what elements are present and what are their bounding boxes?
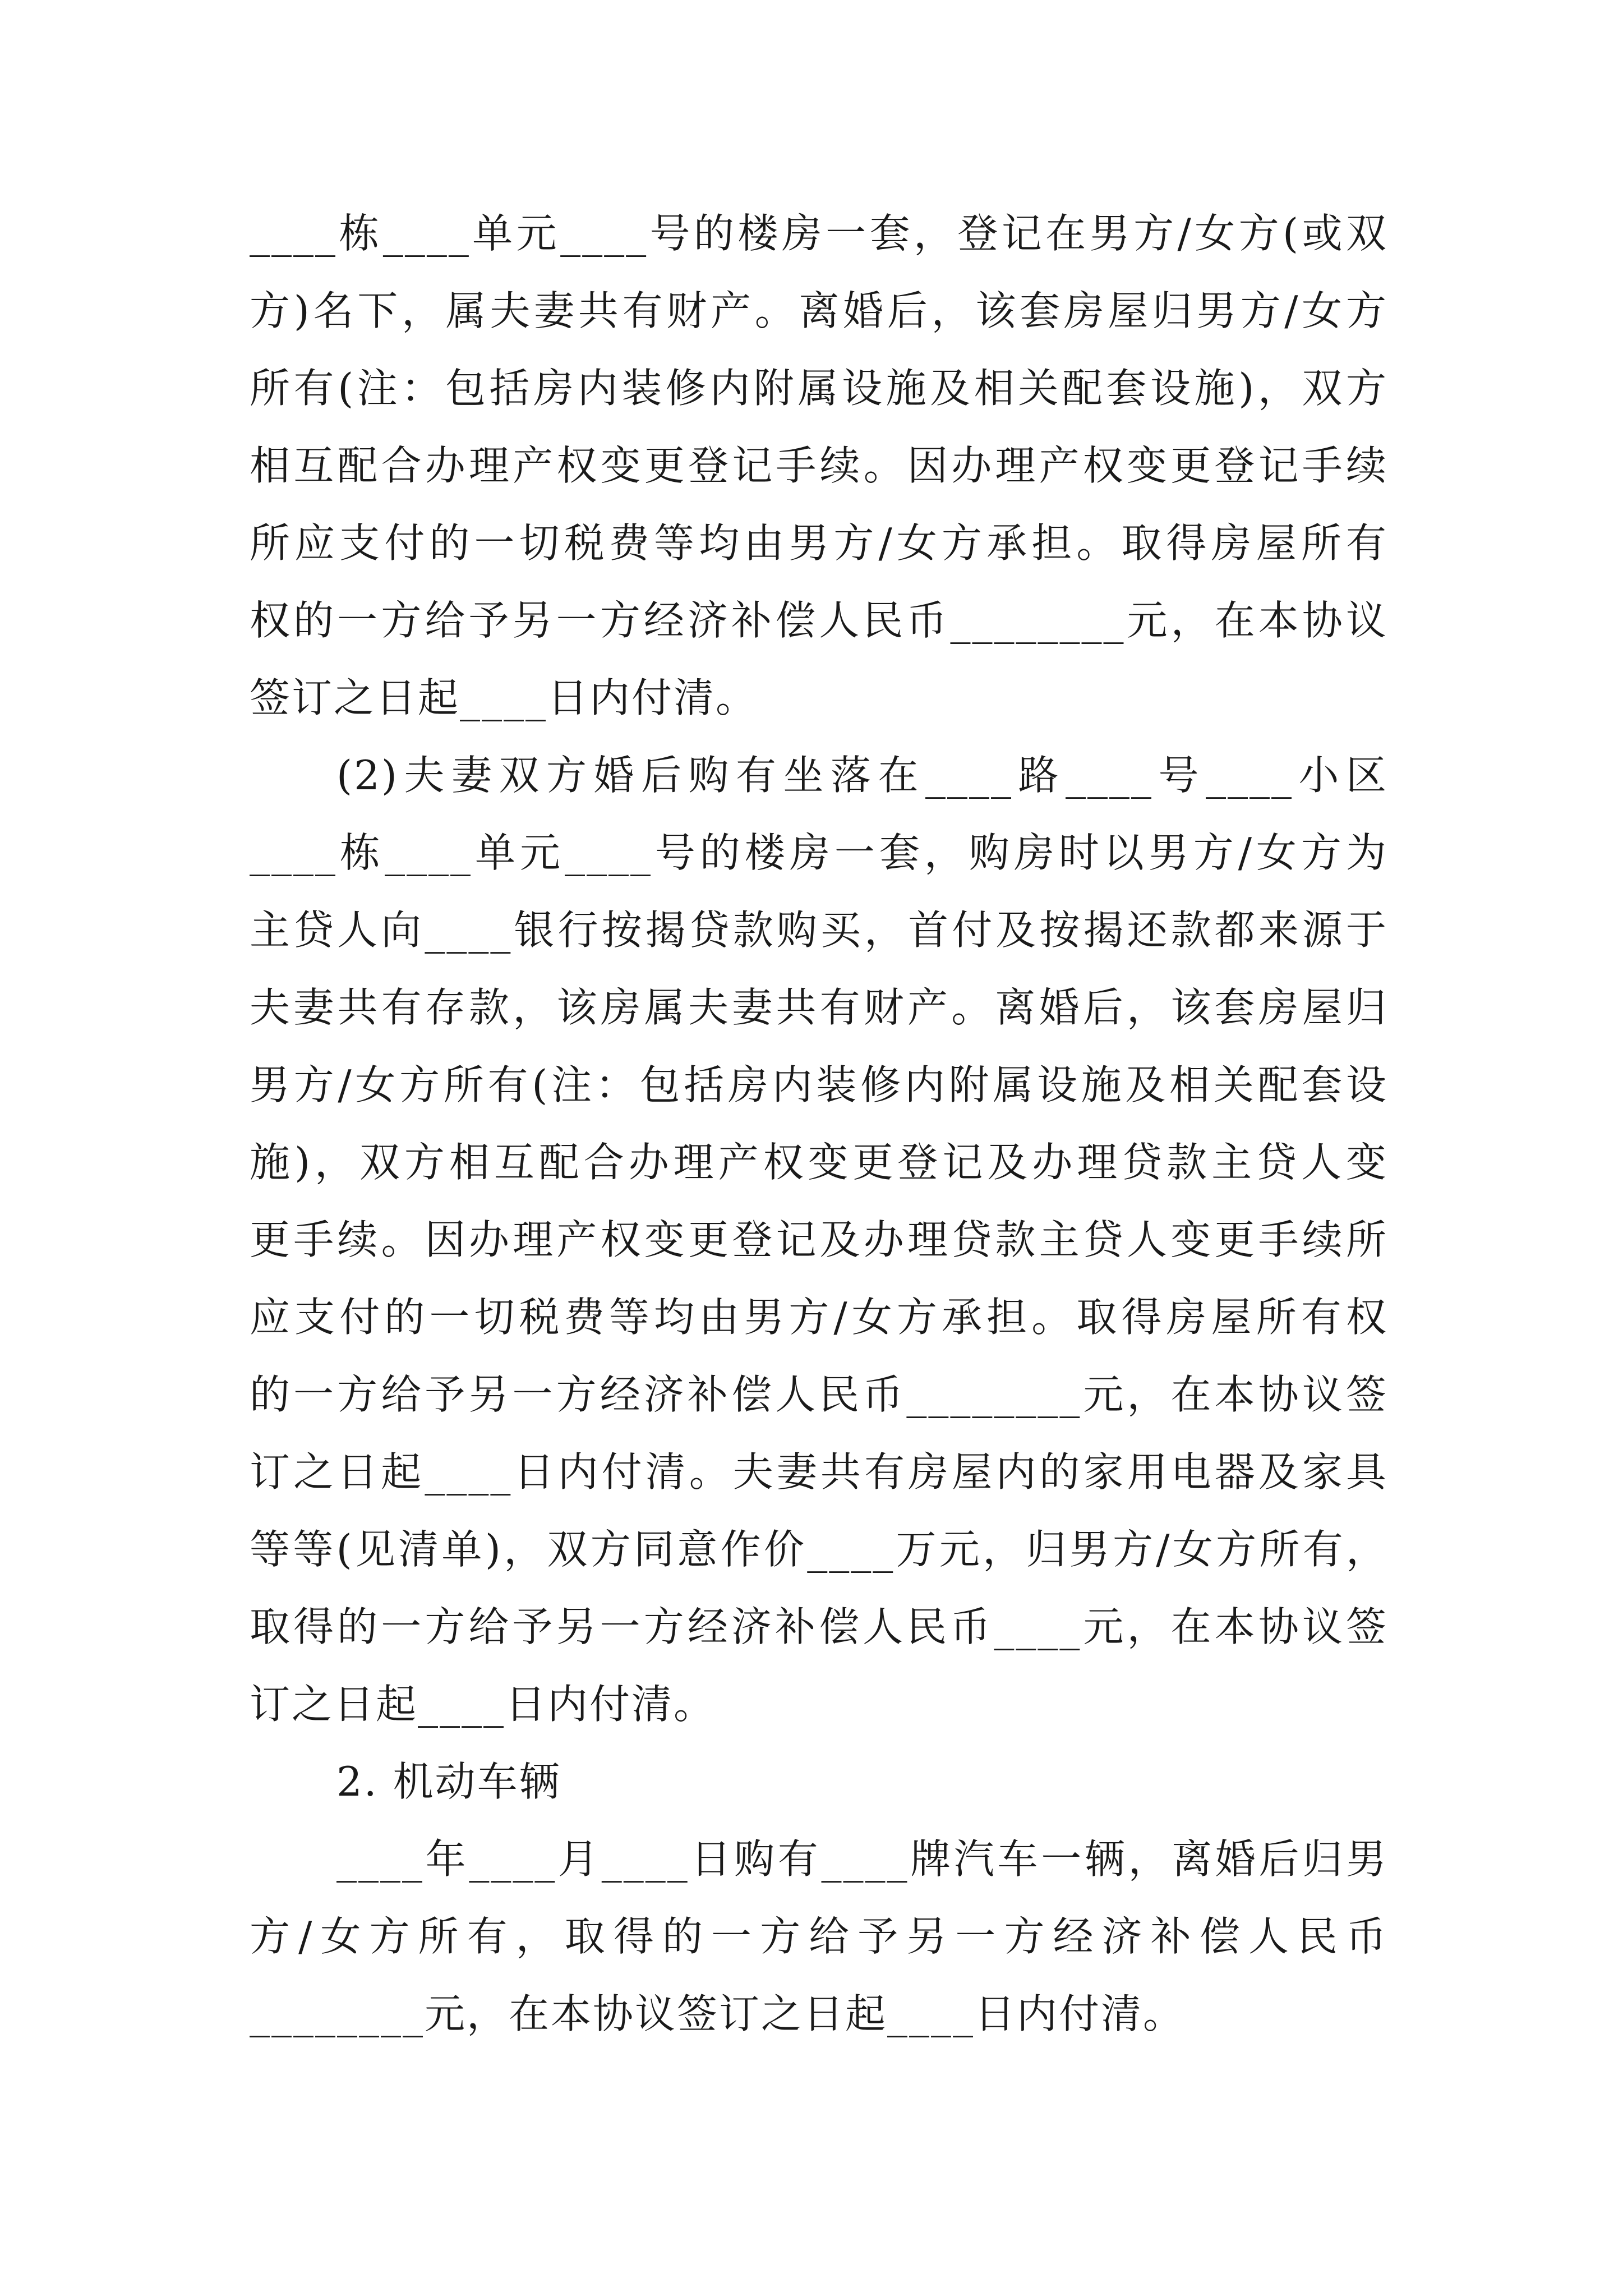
text-line: 男方/女方所有(注：包括房内装修内附属设施及相关配套设 — [250, 1061, 1388, 1108]
text-line: 取得的一方给予另一方经济补偿人民币____元，在本协议签 — [250, 1603, 1388, 1650]
section-heading: 2. 机动车辆 — [336, 1758, 561, 1805]
text-line: 应支付的一切税费等均由男方/女方承担。取得房屋所有权 — [250, 1294, 1388, 1341]
text-line: 订之日起____日内付清。夫妻共有房屋内的家用电器及家具 — [250, 1448, 1388, 1496]
text-line: 订之日起____日内付清。 — [250, 1681, 716, 1728]
text-line: 主贷人向____银行按揭贷款购买，首付及按揭还款都来源于 — [250, 907, 1388, 954]
text-line: 所有(注：包括房内装修内附属设施及相关配套设施)，双方 — [250, 365, 1388, 412]
text-line: 方/女方所有，取得的一方给予另一方经济补偿人民币 — [250, 1913, 1388, 1960]
text-line: 权的一方给予另一方经济补偿人民币________元，在本协议 — [250, 597, 1388, 644]
text-line: 施)，双方相互配合办理产权变更登记及办理贷款主贷人变 — [250, 1139, 1388, 1186]
text-line: 夫妻共有存款，该房属夫妻共有财产。离婚后，该套房屋归 — [250, 984, 1388, 1031]
text-line: 签订之日起____日内付清。 — [250, 674, 758, 721]
text-line: ________元，在本协议签订之日起____日内付清。 — [250, 1990, 1186, 2037]
paragraph-start-line: ____年____月____日购有____牌汽车一辆，离婚后归男 — [336, 1835, 1388, 1883]
text-line: 所应支付的一切税费等均由男方/女方承担。取得房屋所有 — [250, 519, 1388, 567]
text-line: 方)名下，属夫妻共有财产。离婚后，该套房屋归男方/女方 — [250, 287, 1388, 334]
text-line: 等等(见清单)，双方同意作价____万元，归男方/女方所有， — [250, 1526, 1388, 1573]
text-line: 的一方给予另一方经济补偿人民币________元，在本协议签 — [250, 1371, 1388, 1418]
paragraph-start-line: (2)夫妻双方婚后购有坐落在____路____号____小区 — [336, 752, 1388, 799]
text-line: 相互配合办理产权变更登记手续。因办理产权变更登记手续 — [250, 442, 1388, 489]
text-line: ____栋____单元____号的楼房一套，购房时以男方/女方为 — [250, 829, 1388, 876]
text-line: ____栋____单元____号的楼房一套，登记在男方/女方(或双 — [250, 210, 1388, 257]
text-line: 更手续。因办理产权变更登记及办理贷款主贷人变更手续所 — [250, 1216, 1388, 1263]
